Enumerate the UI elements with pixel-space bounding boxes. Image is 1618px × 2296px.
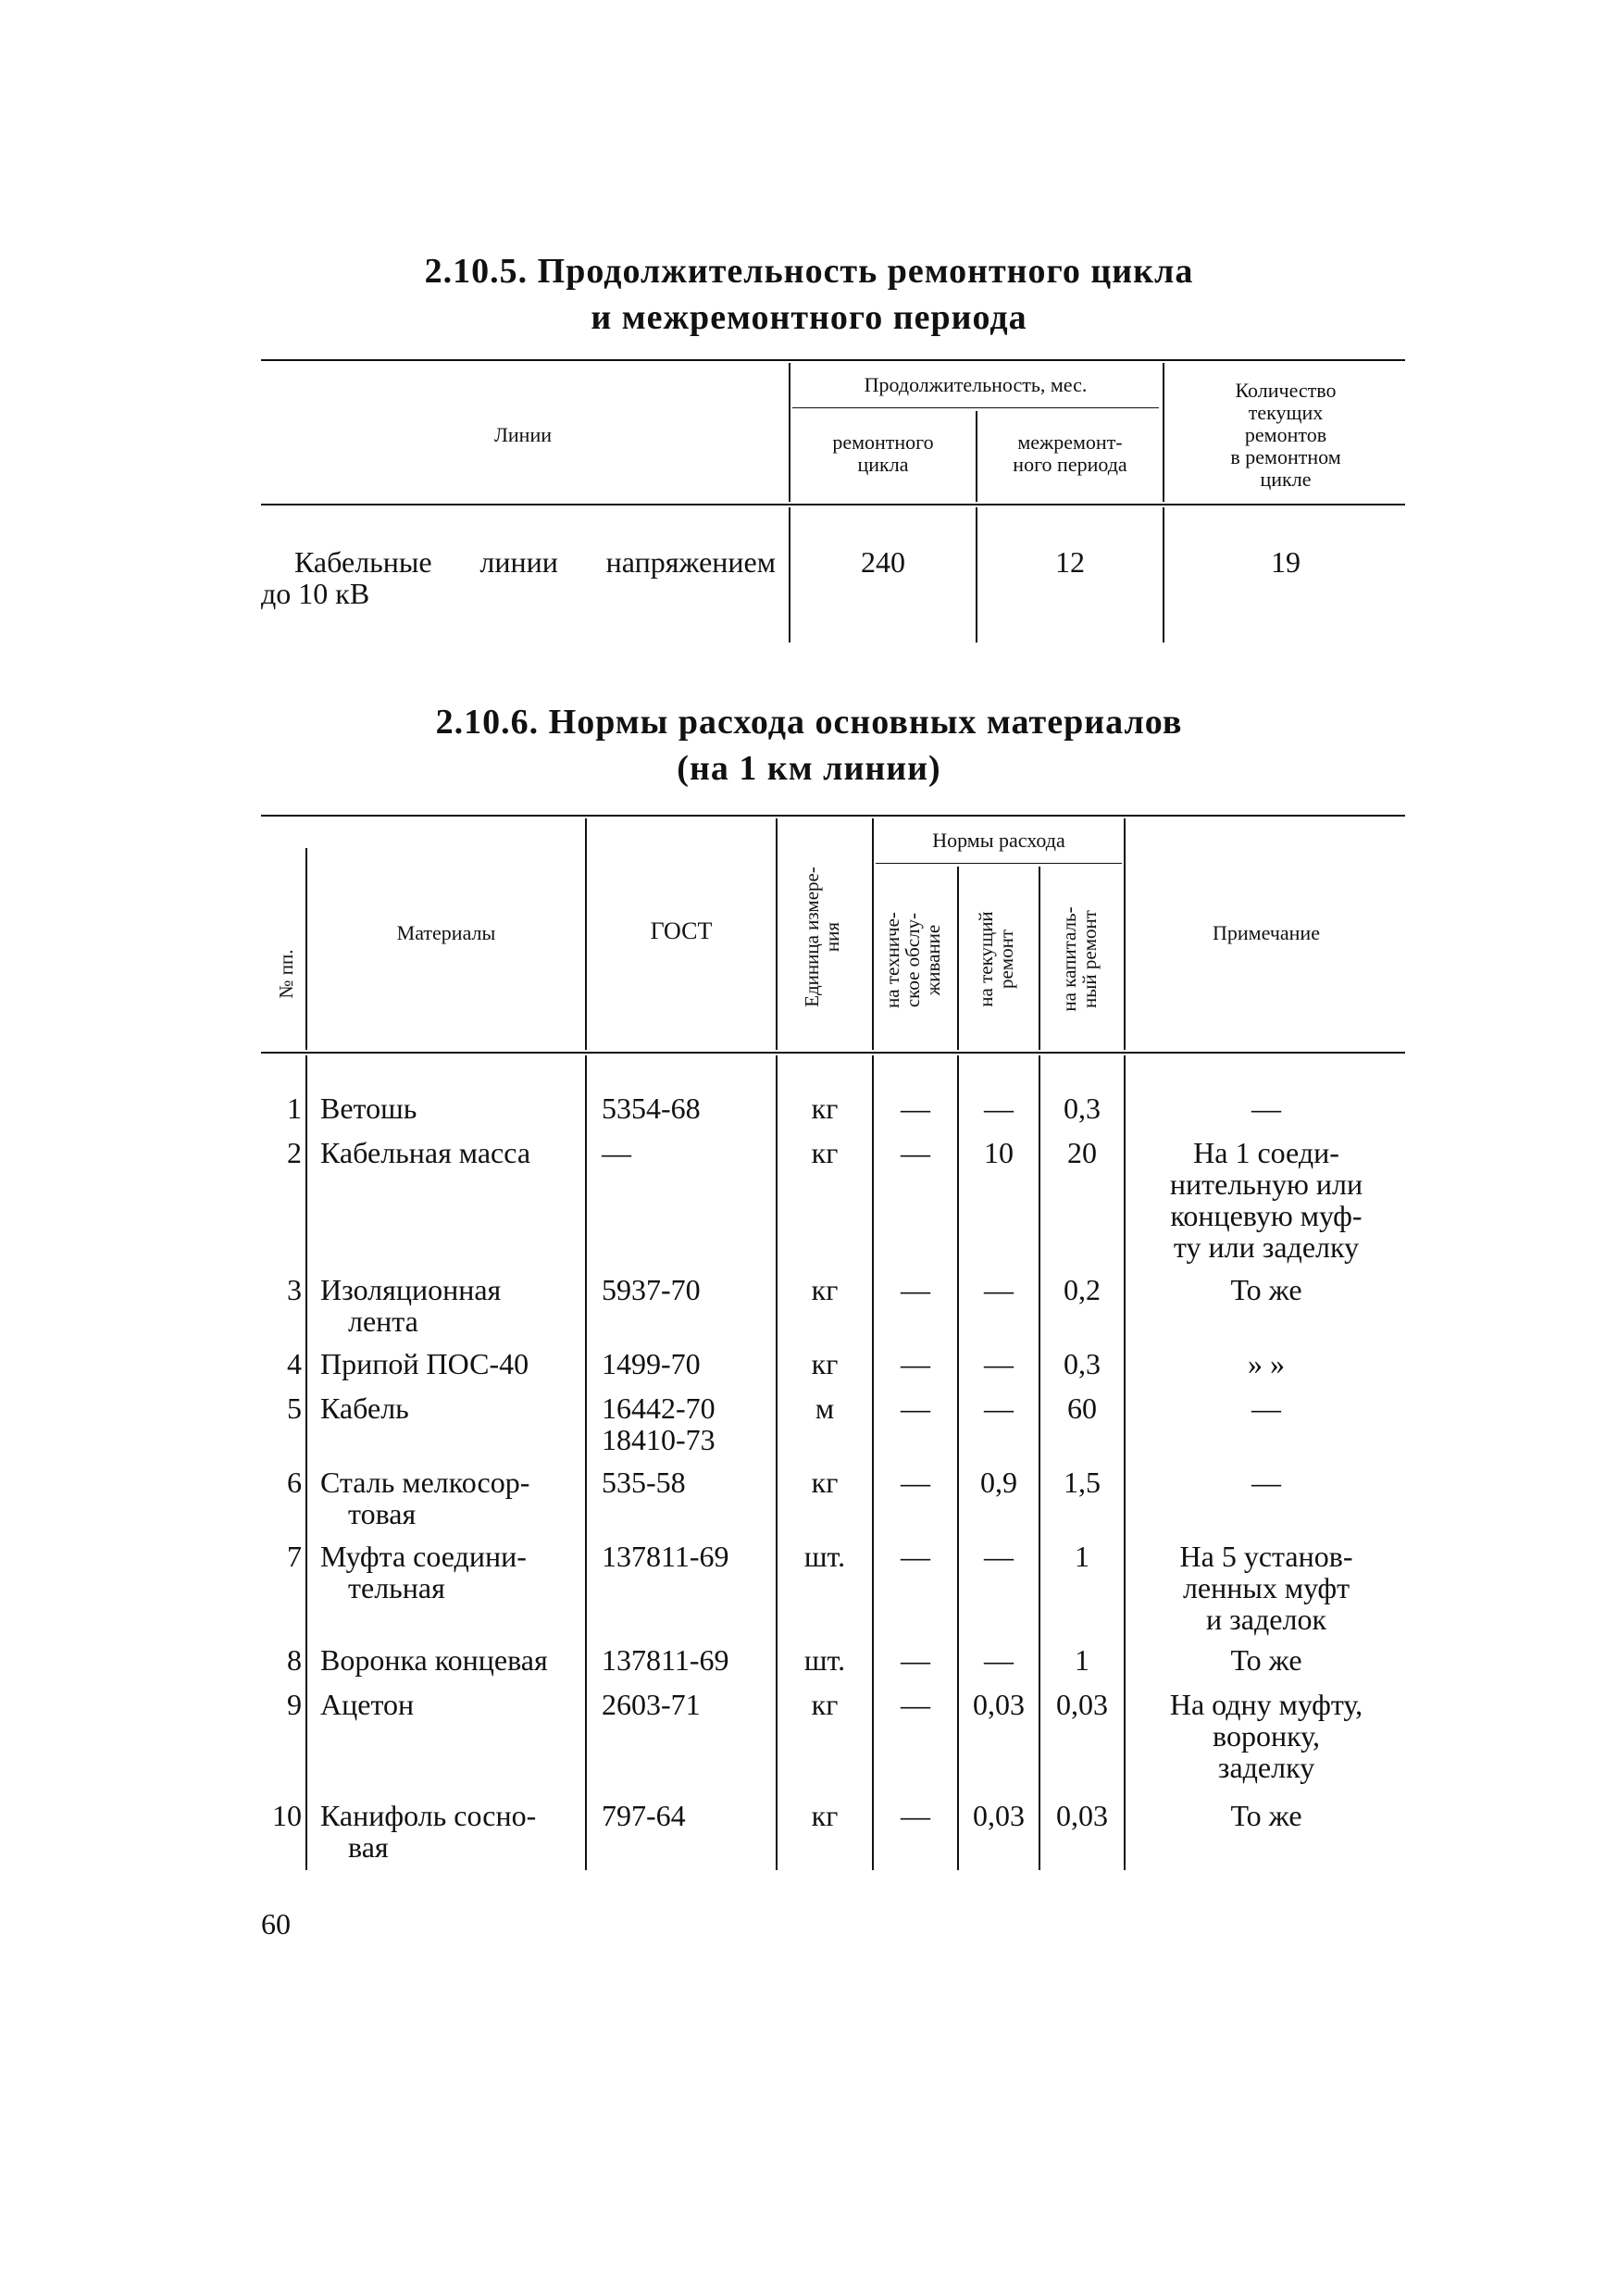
header-count	[1166, 380, 1405, 491]
table-2-vline	[1039, 1055, 1040, 1870]
cell-gost-line: 535-58	[602, 1466, 686, 1499]
table-2-norms-rule	[876, 863, 1122, 864]
cell-capital: 0,3	[1064, 1092, 1101, 1125]
header-repair-cycle-line-2: цикла	[857, 453, 909, 476]
cell-material-line: Кабель	[320, 1391, 409, 1425]
cell-unit: кг	[811, 1092, 839, 1125]
cell-material	[320, 1392, 589, 1424]
table-2-vline	[872, 1055, 874, 1870]
cell-material-line: Сталь мелкосор-	[320, 1466, 530, 1499]
cell-material-line: товая	[348, 1497, 417, 1530]
header-current-line-2: ремонт	[995, 929, 1017, 990]
cell-maint: —	[901, 1643, 930, 1677]
header-current	[976, 885, 1020, 1033]
header-interrepair-line-2: ного периода	[1013, 453, 1127, 476]
cell-gost-line: 2603-71	[602, 1688, 701, 1721]
cell-note-line: концевую муф-	[1170, 1199, 1363, 1232]
cell-num: 4	[287, 1347, 302, 1380]
cell-note	[1127, 1137, 1405, 1263]
cell-material	[320, 1137, 589, 1168]
cell-note-line: То же	[1230, 1273, 1302, 1306]
cell-num: 3	[287, 1273, 302, 1306]
section-2-title-line-2: (на 1 км линии)	[677, 749, 941, 788]
table-1-header-rule	[261, 504, 1405, 505]
header-lines: Линии	[493, 423, 552, 446]
row-line-name-1: Кабельные линии напряжением	[294, 545, 776, 579]
cell-note-line: ленных муфт	[1182, 1571, 1350, 1604]
cell-material-line: Изоляционная	[320, 1273, 502, 1306]
cell-gost	[602, 1644, 774, 1676]
cell-note-line: На одну муфту,	[1169, 1688, 1363, 1721]
header-current-line-1: на текущий	[975, 911, 997, 1007]
cell-material-line: Воронка концевая	[320, 1643, 548, 1677]
cell-num: 5	[287, 1391, 302, 1425]
cell-num: 10	[272, 1799, 302, 1832]
cell-gost-line: 1499-70	[602, 1347, 701, 1380]
cell-gost	[602, 1348, 774, 1379]
table-2-vline	[776, 818, 778, 1050]
table-2-vline	[585, 1055, 587, 1870]
cell-gost	[602, 1689, 774, 1720]
table-2-vline	[957, 1055, 959, 1870]
cell-gost-line: —	[602, 1136, 631, 1169]
cell-maint: —	[901, 1540, 930, 1573]
cell-note-line: —	[1251, 1092, 1281, 1125]
header-norms: Нормы расхода	[932, 829, 1065, 852]
cell-gost-line: 137811-69	[602, 1540, 729, 1573]
cell-current: —	[984, 1092, 1014, 1125]
cell-material-line: лента	[348, 1304, 418, 1338]
cell-maint: —	[901, 1092, 930, 1125]
cell-note	[1127, 1541, 1405, 1635]
header-count-line-2: текущих	[1248, 401, 1324, 424]
cell-unit: кг	[811, 1799, 839, 1832]
header-num: № пп.	[275, 949, 297, 999]
cell-note-line: То же	[1230, 1799, 1302, 1832]
cell-material	[320, 1541, 589, 1603]
cell-note	[1127, 1689, 1405, 1783]
header-count-line-4: в ремонтном	[1230, 445, 1341, 468]
cell-gost-line: 5937-70	[602, 1273, 701, 1306]
cell-note-line: и заделок	[1206, 1603, 1326, 1636]
cell-material-line: Ацетон	[320, 1688, 415, 1721]
cell-gost-line: 18410-73	[602, 1423, 716, 1456]
cell-gost-line: 137811-69	[602, 1643, 729, 1677]
cell-note	[1127, 1392, 1405, 1424]
cell-gost	[602, 1137, 774, 1168]
cell-gost-line: 5354-68	[602, 1092, 701, 1125]
page-number: 60	[261, 1907, 291, 1940]
header-count-line-1: Количество	[1235, 379, 1337, 402]
row-count: 19	[1271, 545, 1301, 579]
table-2-vline	[776, 1055, 778, 1870]
table-2-vline	[1039, 867, 1040, 1050]
cell-material	[320, 1348, 589, 1379]
cell-current: —	[984, 1391, 1014, 1425]
cell-note	[1127, 1348, 1405, 1379]
header-maintenance-line-1: на техниче-	[881, 912, 903, 1008]
cell-num: 2	[287, 1136, 302, 1169]
header-maintenance-line-3: живание	[922, 924, 944, 996]
cell-note-line: —	[1251, 1391, 1281, 1425]
cell-material-line: Ветошь	[320, 1092, 417, 1125]
header-capital	[1059, 885, 1103, 1033]
table-2-vline	[872, 818, 874, 1050]
cell-current: —	[984, 1273, 1014, 1306]
cell-note-line: » »	[1248, 1347, 1285, 1380]
header-interrepair	[979, 431, 1161, 476]
cell-gost-line: 16442-70	[602, 1391, 716, 1425]
section-1-title-line-1: 2.10.5. Продолжительность ремонтного цикла	[424, 252, 1194, 291]
cell-current: 0,03	[973, 1799, 1025, 1832]
cell-maint: —	[901, 1136, 930, 1169]
cell-capital: 1	[1075, 1540, 1089, 1573]
table-1-vline	[1163, 507, 1164, 643]
cell-note-line: —	[1251, 1466, 1281, 1499]
header-unit	[802, 844, 846, 1029]
header-capital-line-1: на капиталь-	[1058, 906, 1080, 1012]
cell-note-line: На 1 соеди-	[1193, 1136, 1339, 1169]
cell-capital: 0,03	[1056, 1688, 1108, 1721]
cell-note	[1127, 1466, 1405, 1498]
cell-capital: 0,2	[1064, 1273, 1101, 1306]
cell-maint: —	[901, 1391, 930, 1425]
cell-material-line: Припой ПОС-40	[320, 1347, 529, 1380]
cell-note	[1127, 1092, 1405, 1124]
cell-material	[320, 1274, 589, 1337]
cell-capital: 20	[1067, 1136, 1097, 1169]
table-1-top-rule	[261, 359, 1405, 361]
cell-material-line: Канифоль сосно-	[320, 1799, 537, 1832]
table-1-vline	[976, 411, 977, 502]
table-1-duration-rule	[792, 407, 1159, 408]
cell-gost	[602, 1466, 774, 1498]
header-repair-cycle	[792, 431, 974, 476]
cell-gost	[602, 1541, 774, 1572]
cell-note-line: воронку,	[1213, 1719, 1320, 1753]
cell-note	[1127, 1644, 1405, 1676]
cell-capital: 0,03	[1056, 1799, 1108, 1832]
header-repair-cycle-line-1: ремонтного	[832, 430, 934, 454]
table-1-vline	[976, 507, 977, 643]
cell-gost	[602, 1274, 774, 1305]
cell-note-line: заделку	[1217, 1751, 1315, 1784]
cell-capital: 60	[1067, 1391, 1097, 1425]
cell-capital: 0,3	[1064, 1347, 1101, 1380]
cell-maint: —	[901, 1799, 930, 1832]
cell-unit: кг	[811, 1347, 839, 1380]
table-2-vline	[1124, 818, 1126, 1050]
cell-unit: кг	[811, 1136, 839, 1169]
table-2-vline	[585, 818, 587, 1050]
table-2-vline	[1124, 1055, 1126, 1870]
header-maintenance-line-2: ское обслу-	[902, 912, 924, 1008]
cell-material	[320, 1644, 589, 1676]
table-2-vline	[305, 848, 307, 1050]
cell-note-line: нительную или	[1169, 1167, 1363, 1201]
cell-maint: —	[901, 1347, 930, 1380]
cell-capital: 1,5	[1064, 1466, 1101, 1499]
cell-note	[1127, 1274, 1405, 1305]
table-1-vline	[789, 507, 790, 643]
cell-num: 1	[287, 1092, 302, 1125]
cell-material	[320, 1800, 589, 1863]
table-2-top-rule	[261, 815, 1405, 817]
cell-note	[1127, 1800, 1405, 1831]
header-note: Примечание	[1213, 921, 1320, 944]
table-2-vline	[305, 1055, 307, 1870]
header-capital-line-2: ный ремонт	[1078, 910, 1101, 1008]
cell-gost-line: 797-64	[602, 1799, 686, 1832]
table-1-vline	[1163, 363, 1164, 502]
cell-note-line: ту или заделку	[1173, 1230, 1360, 1264]
cell-gost	[602, 1392, 774, 1455]
cell-material-line: Муфта соедини-	[320, 1540, 527, 1573]
cell-unit: шт.	[803, 1540, 846, 1573]
cell-current: —	[984, 1347, 1014, 1380]
cell-unit: кг	[811, 1466, 839, 1499]
cell-gost	[602, 1800, 774, 1831]
header-unit-line-1: Единица измере-	[801, 867, 823, 1007]
cell-num: 9	[287, 1688, 302, 1721]
cell-note-line: То же	[1230, 1643, 1302, 1677]
table-2-vline	[957, 867, 959, 1050]
header-unit-line-2: ния	[821, 921, 843, 953]
cell-num: 6	[287, 1466, 302, 1499]
header-duration: Продолжительность, мес.	[864, 373, 1088, 396]
cell-gost	[602, 1092, 774, 1124]
row-repair-cycle: 240	[861, 545, 905, 579]
cell-note-line: На 5 установ-	[1179, 1540, 1353, 1573]
cell-material-line: тельная	[348, 1571, 445, 1604]
row-line-name-2: до 10 кВ	[261, 577, 370, 610]
cell-capital: 1	[1075, 1643, 1089, 1677]
cell-num: 7	[287, 1540, 302, 1573]
header-materials: Материалы	[396, 921, 496, 944]
header-maintenance	[882, 886, 947, 1034]
cell-unit: кг	[811, 1273, 839, 1306]
header-interrepair-line-1: межремонт-	[1017, 430, 1123, 454]
row-interrepair: 12	[1055, 545, 1085, 579]
cell-material-line: Кабельная масса	[320, 1136, 531, 1169]
header-count-line-5: цикле	[1260, 468, 1312, 491]
cell-current: 0,03	[973, 1688, 1025, 1721]
cell-current: —	[984, 1643, 1014, 1677]
cell-maint: —	[901, 1273, 930, 1306]
cell-unit: кг	[811, 1688, 839, 1721]
section-1-title-line-2: и межремонтного периода	[591, 298, 1027, 337]
section-2-title	[0, 699, 1618, 792]
cell-maint: —	[901, 1466, 930, 1499]
cell-current: 0,9	[980, 1466, 1017, 1499]
cell-maint: —	[901, 1688, 930, 1721]
header-count-line-3: ремонтов	[1244, 423, 1327, 446]
cell-current: 10	[984, 1136, 1014, 1169]
section-2-title-line-1: 2.10.6. Нормы расхода основных материалов	[435, 703, 1183, 742]
cell-material	[320, 1466, 589, 1529]
cell-num: 8	[287, 1643, 302, 1677]
cell-unit: м	[815, 1391, 835, 1425]
cell-unit: шт.	[803, 1643, 846, 1677]
cell-material	[320, 1689, 589, 1720]
row-line-name	[261, 546, 776, 609]
header-gost: ГОСТ	[650, 917, 713, 944]
section-1-title	[0, 248, 1618, 341]
cell-material-line: вая	[348, 1830, 389, 1864]
table-2-header-rule	[261, 1052, 1405, 1054]
table-1-vline	[789, 363, 790, 502]
cell-material	[320, 1092, 589, 1124]
cell-current: —	[984, 1540, 1014, 1573]
